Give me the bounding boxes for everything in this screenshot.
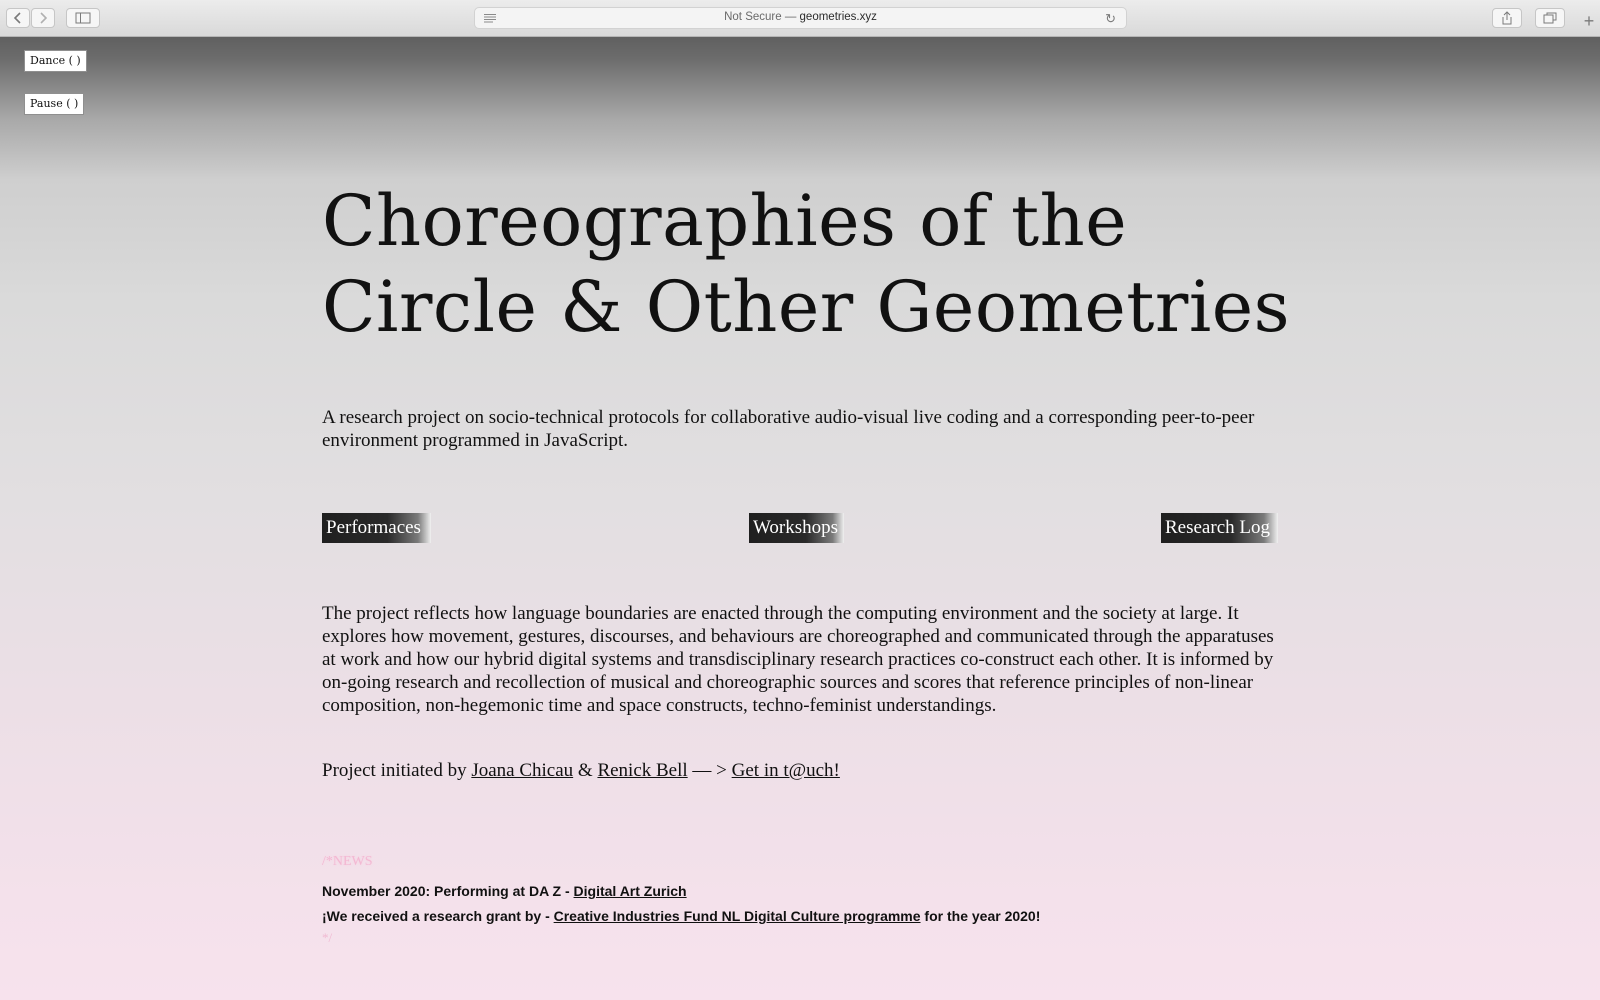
creative-industries-fund-link[interactable]: Creative Industries Fund NL Digital Culture programme xyxy=(553,908,921,924)
sidebar-icon xyxy=(75,12,91,24)
address-bar[interactable] xyxy=(474,7,1127,29)
credit-arrow: — > xyxy=(687,760,732,781)
share-icon xyxy=(1501,11,1513,25)
title-line-1: Choreographies of the xyxy=(322,180,1128,262)
new-tab-plus-icon[interactable]: + xyxy=(1583,11,1595,31)
security-label: Not Secure — xyxy=(724,11,800,23)
news-item xyxy=(322,883,687,899)
sidebar-button[interactable] xyxy=(66,8,100,28)
tabs-button[interactable] xyxy=(1535,8,1565,28)
project-description: The project reflects how language boundaries are enacted through the computing environment and the society at large. It explores how movement, gestures, discourses, and behaviours are choreographed and communicated through the apparatuses at work and how our hybrid digital systems and transdisciplinary research practices co-construct each other. It is informed by on-going research and recollection of musical and choreographic sources and scores that reference principles of non-linear composition, non-hegemonic time and space constructs, techno-feminist understandings. xyxy=(322,603,1274,716)
news-comment-open: /*NEWS xyxy=(322,854,373,869)
joana-chicau-link[interactable]: Joana Chicau xyxy=(471,760,574,781)
news-comment-close: */ xyxy=(322,930,333,945)
domain-label: geometries.xyz xyxy=(799,11,877,23)
performances-link[interactable]: Performaces xyxy=(322,513,431,543)
share-button[interactable] xyxy=(1492,8,1522,28)
news-item-text: ¡We received a research grant by - xyxy=(322,908,554,924)
chevron-right-icon xyxy=(38,12,48,24)
renick-bell-link[interactable]: Renick Bell xyxy=(597,760,688,781)
back-button[interactable] xyxy=(6,8,30,28)
news-item-suffix: for the year 2020! xyxy=(920,908,1041,924)
title-line-2: Circle & Other Geometries xyxy=(322,266,1291,348)
credit-prefix: Project initiated by xyxy=(322,760,472,781)
chevron-left-icon xyxy=(13,12,23,24)
address-text xyxy=(475,11,1126,23)
contact-link[interactable]: Get in t@uch! xyxy=(731,760,840,781)
tabs-icon xyxy=(1543,12,1557,24)
news-item-text: November 2020: Performing at DA Z - xyxy=(322,883,574,899)
forward-button[interactable] xyxy=(31,8,55,28)
digital-art-zurich-link[interactable]: Digital Art Zurich xyxy=(573,883,687,899)
dance-button[interactable]: Dance ( ) xyxy=(24,50,87,72)
page-title xyxy=(322,178,1322,350)
workshops-link[interactable]: Workshops xyxy=(749,513,844,543)
pause-button[interactable]: Pause ( ) xyxy=(24,93,84,115)
credit-line xyxy=(322,760,840,782)
reload-icon[interactable]: ↻ xyxy=(1105,11,1116,26)
credit-amp: & xyxy=(573,760,598,781)
news-item xyxy=(322,908,1040,924)
research-log-link[interactable]: Research Log xyxy=(1161,513,1278,543)
intro-paragraph: A research project on socio-technical protocols for collaborative audio-visual live coding and a corresponding peer-to-peer environment programmed in JavaScript. xyxy=(322,407,1255,451)
browser-toolbar xyxy=(0,0,1600,37)
